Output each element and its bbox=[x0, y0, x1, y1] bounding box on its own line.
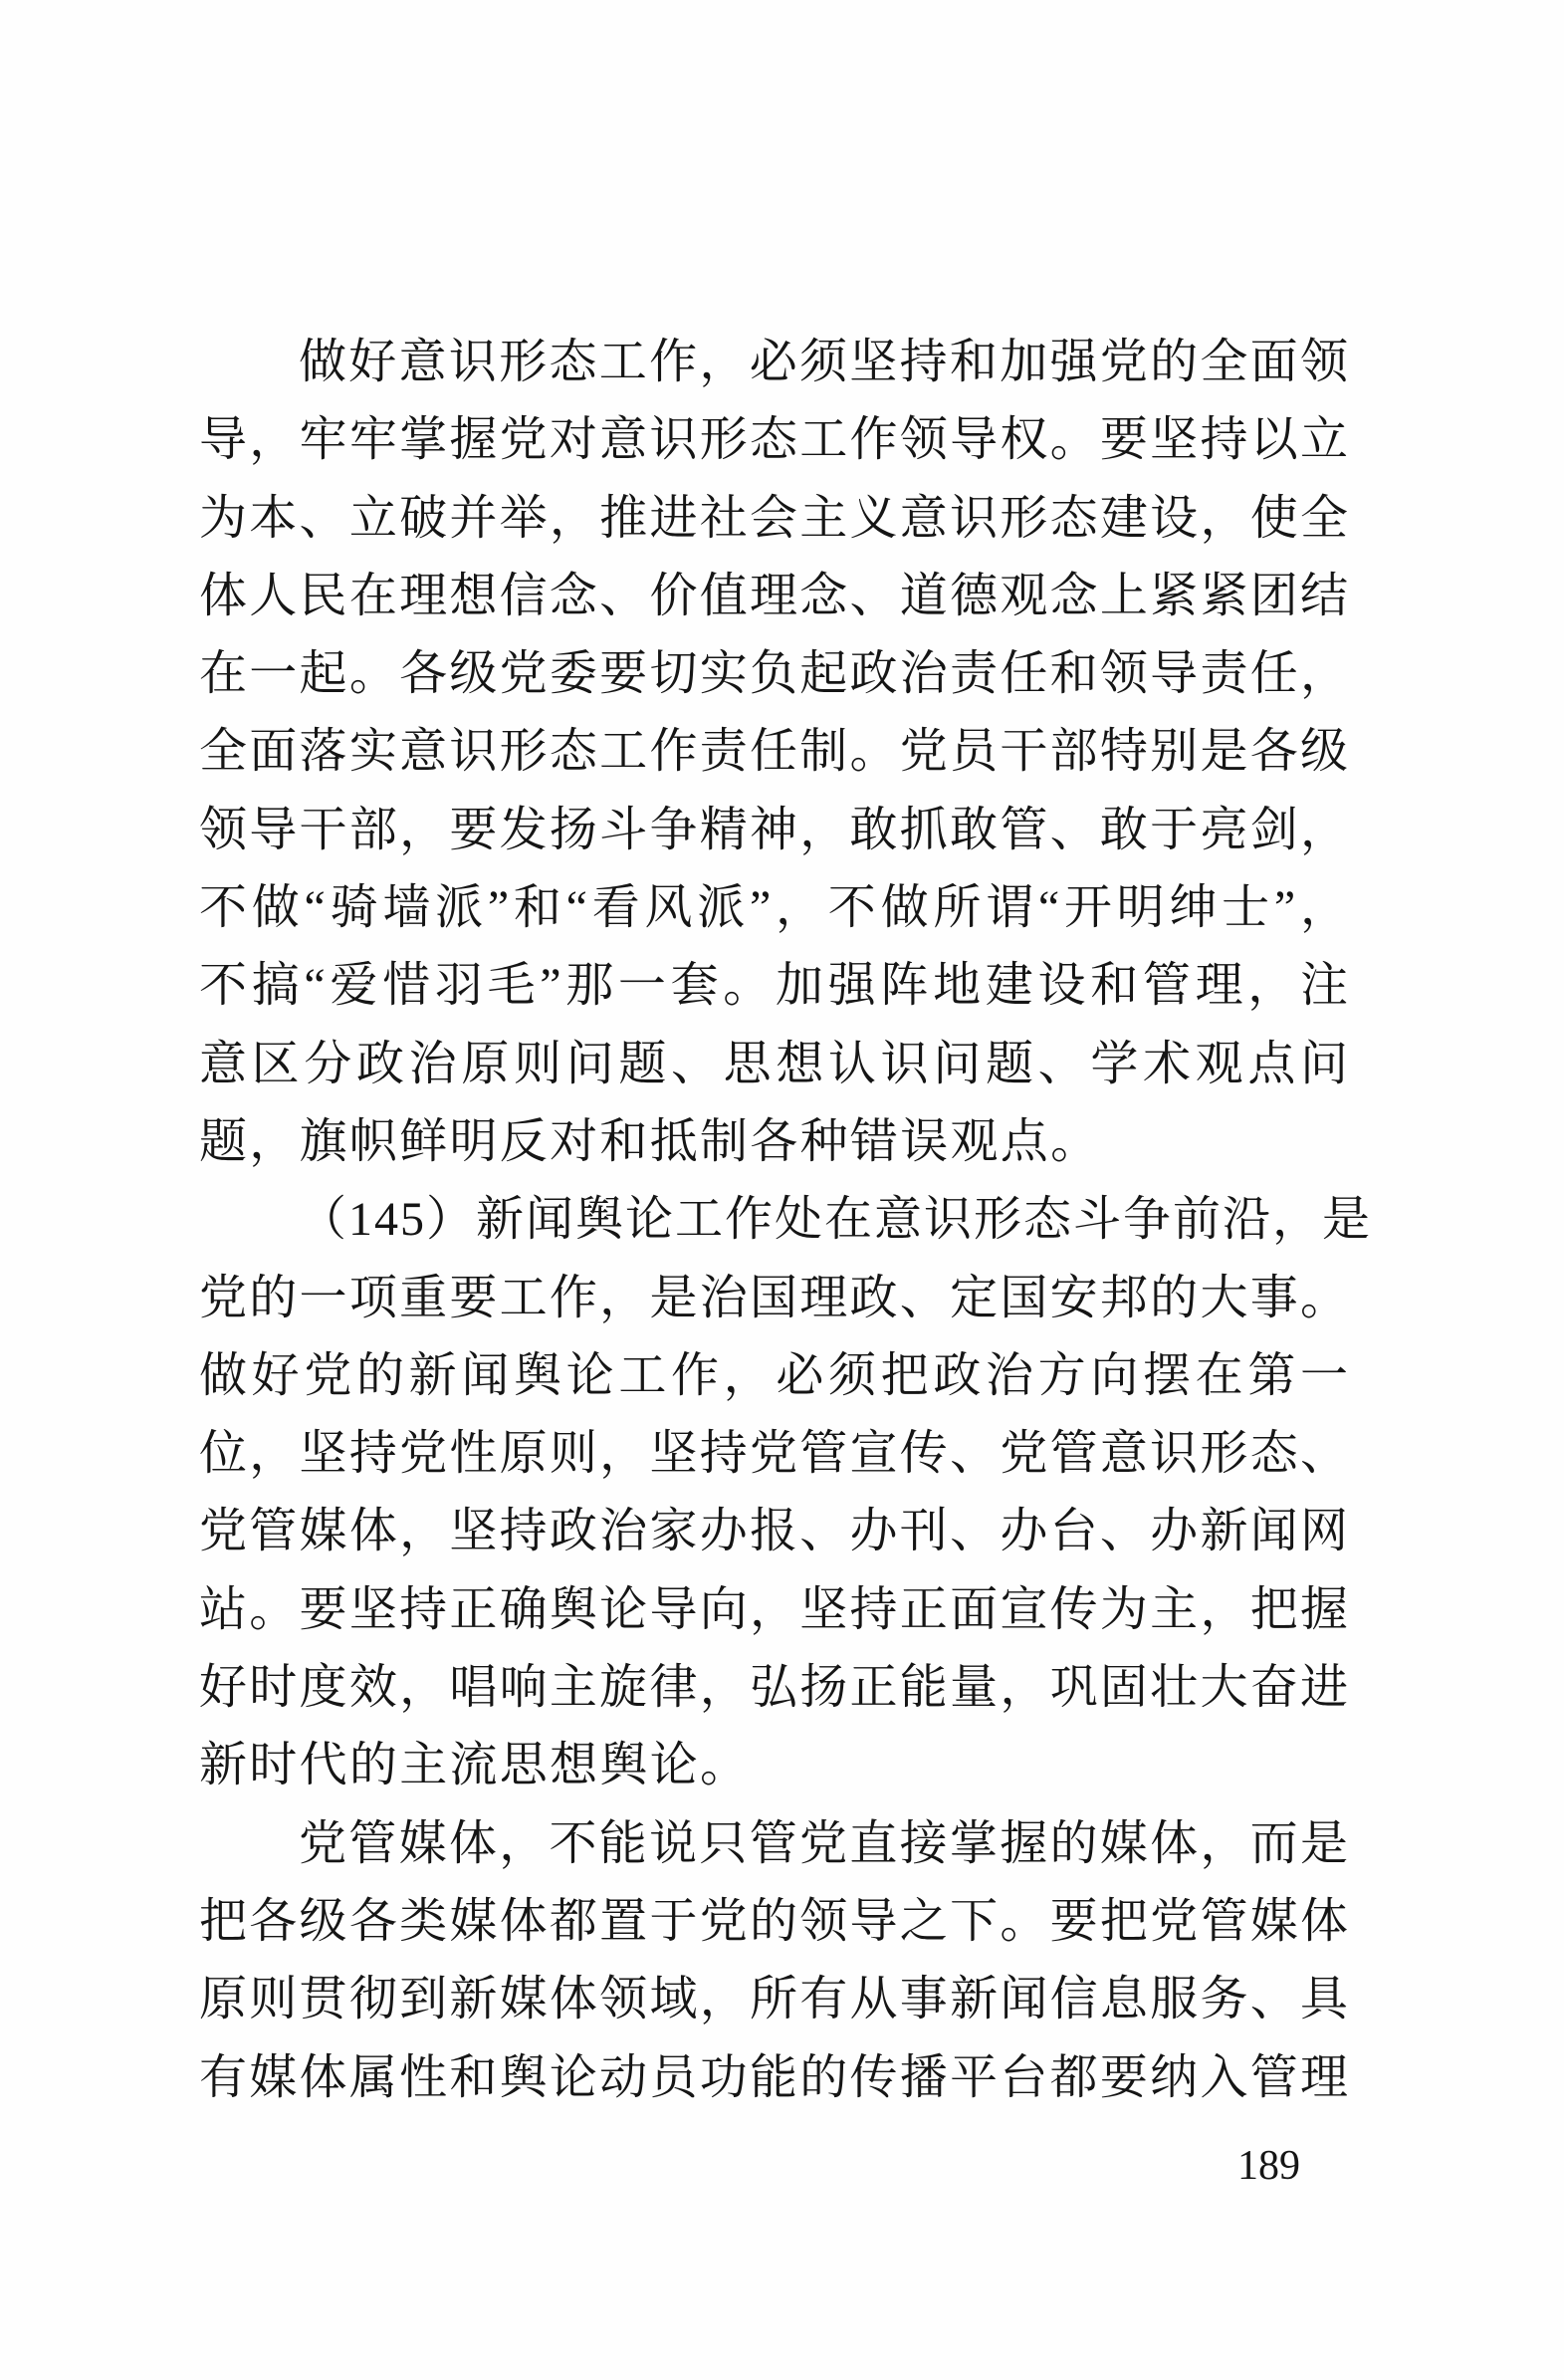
paragraph bbox=[199, 1181, 1373, 1804]
text-line: 领导干部，要发扬斗争精神，敢抓敢管、敢于亮剑， bbox=[199, 803, 1350, 856]
body-text bbox=[199, 324, 1373, 2117]
text-line: 党管媒体，不能说只管党直接掌握的媒体，而是 bbox=[299, 1816, 1350, 1870]
paragraph bbox=[199, 1805, 1350, 2117]
text-line: 题，旗帜鲜明反对和抵制各种错误观点。 bbox=[199, 1114, 1101, 1168]
text-line: （145）新闻舆论工作处在意识形态斗争前沿，是 bbox=[299, 1193, 1373, 1247]
text-line: 全面落实意识形态工作责任制。党员干部特别是各级 bbox=[199, 725, 1350, 779]
text-line: 在一起。各级党委要切实负起政治责任和领导责任， bbox=[199, 647, 1350, 701]
paragraph bbox=[199, 324, 1350, 1181]
text-line: 有媒体属性和舆论动员功能的传播平台都要纳入管理 bbox=[199, 2050, 1350, 2104]
text-line: 做好党的新闻舆论工作，必须把政治方向摆在第一 bbox=[199, 1348, 1350, 1402]
text-line: 把各级各类媒体都置于党的领导之下。要把党管媒体 bbox=[199, 1894, 1350, 1948]
text-line: 导，牢牢掌握党对意识形态工作领导权。要坚持以立 bbox=[199, 413, 1350, 467]
text-line: 不做“骑墙派”和“看风派”，不做所谓“开明绅士”， bbox=[199, 881, 1350, 935]
text-line: 体人民在理想信念、价值理念、道德观念上紧紧团结 bbox=[199, 569, 1350, 622]
text-line: 党管媒体，坚持政治家办报、办刊、办台、办新闻网 bbox=[199, 1505, 1350, 1558]
text-line: 不搞“爱惜羽毛”那一套。加强阵地建设和管理，注 bbox=[199, 959, 1350, 1013]
text-line: 站。要坚持正确舆论导向，坚持正面宣传为主，把握 bbox=[199, 1582, 1350, 1636]
text-line: 新时代的主流思想舆论。 bbox=[199, 1739, 751, 1792]
page-number: 189 bbox=[1237, 2143, 1300, 2189]
text-line: 党的一项重要工作，是治国理政、定国安邦的大事。 bbox=[199, 1271, 1350, 1324]
text-line: 为本、立破并举，推进社会主义意识形态建设，使全 bbox=[199, 491, 1350, 545]
text-line: 原则贯彻到新媒体领域，所有从事新闻信息服务、具 bbox=[199, 1973, 1350, 2026]
text-line: 意区分政治原则问题、思想认识问题、学术观点问 bbox=[199, 1037, 1350, 1090]
text-line: 位，坚持党性原则，坚持党管宣传、党管意识形态、 bbox=[199, 1427, 1350, 1481]
text-line: 好时度效，唱响主旋律，弘扬正能量，巩固壮大奋进 bbox=[199, 1661, 1350, 1715]
text-line: 做好意识形态工作，必须坚持和加强党的全面领 bbox=[299, 336, 1350, 388]
